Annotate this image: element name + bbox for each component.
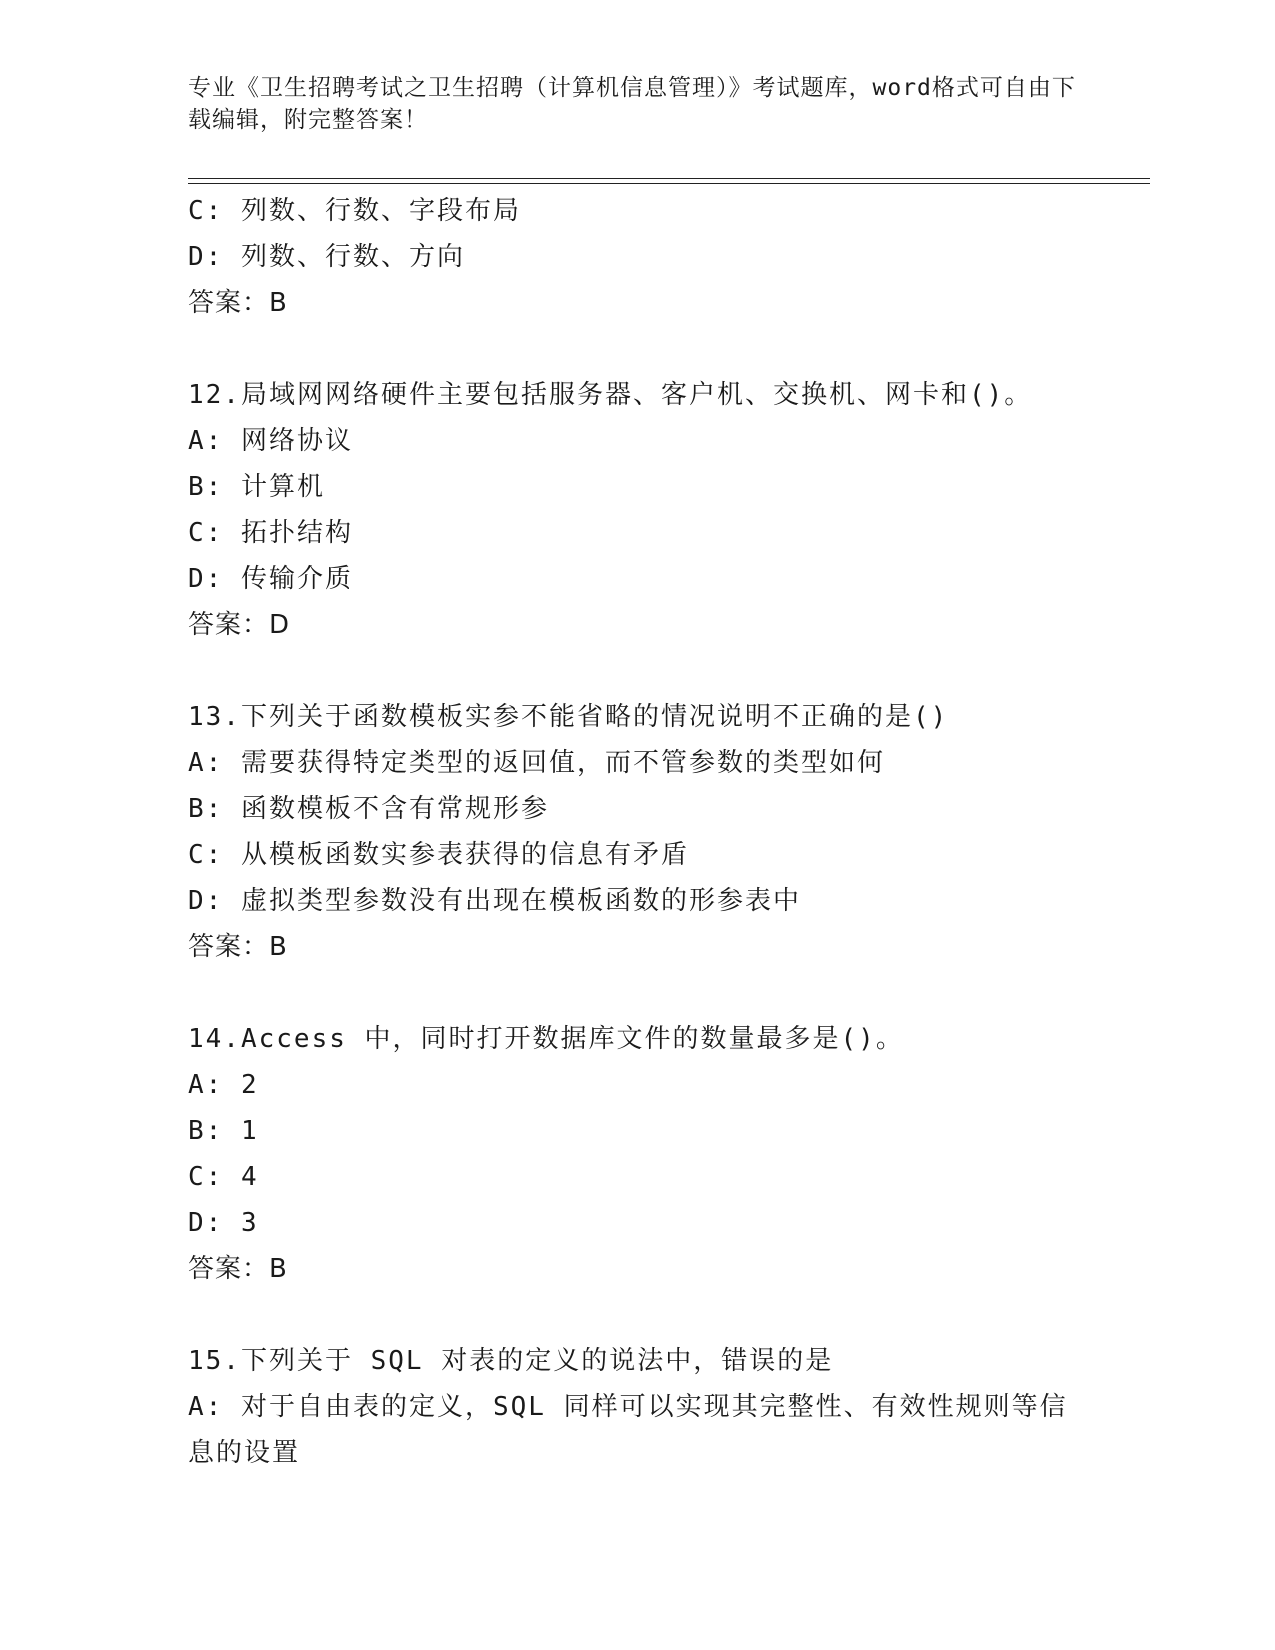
document-header (188, 72, 1088, 136)
question-stem: 12.局域网网络硬件主要包括服务器、客户机、交换机、网卡和()。 (188, 380, 1033, 410)
option-c: C: 4 (188, 1162, 259, 1192)
header-text: 专业《卫生招聘考试之卫生招聘（计算机信息管理）》考试题库，word格式可自由下载编辑，附完整答案！ (188, 75, 1076, 133)
option-b: B: 计算机 (188, 472, 325, 502)
option-d: D: 虚拟类型参数没有出现在模板函数的形参表中 (188, 886, 801, 916)
option-a: A: 需要获得特定类型的返回值，而不管参数的类型如何 (188, 748, 885, 778)
option-b: B: 函数模板不含有常规形参 (188, 794, 549, 824)
answer: 答案：B (188, 288, 288, 318)
question-stem: 14.Access 中，同时打开数据库文件的数量最多是()。 (188, 1024, 904, 1054)
answer: 答案：B (188, 932, 288, 962)
question-12 (188, 372, 1088, 648)
option-d: D: 3 (188, 1208, 259, 1238)
option-a: A: 2 (188, 1070, 259, 1100)
question-14 (188, 1016, 1088, 1292)
option-b: B: 1 (188, 1116, 259, 1146)
option-d: D: 列数、行数、方向 (188, 242, 465, 272)
question-stem: 15.下列关于 SQL 对表的定义的说法中，错误的是 (188, 1346, 834, 1376)
spacer (188, 1292, 1088, 1338)
option-a: A: 网络协议 (188, 426, 353, 456)
option-a: A: 对于自由表的定义，SQL 同样可以实现其完整性、有效性规则等信息的设置 (188, 1392, 1068, 1468)
question-15 (188, 1338, 1088, 1476)
question-11-continuation (188, 188, 1088, 326)
spacer (188, 970, 1088, 1016)
answer: 答案：D (188, 610, 291, 640)
question-list (188, 188, 1088, 1476)
option-d: D: 传输介质 (188, 564, 353, 594)
question-13 (188, 694, 1088, 970)
option-c: C: 从模板函数实参表获得的信息有矛盾 (188, 840, 689, 870)
answer: 答案：B (188, 1254, 288, 1284)
question-stem: 13.下列关于函数模板实参不能省略的情况说明不正确的是() (188, 702, 949, 732)
header-divider-bottom (188, 183, 1150, 184)
option-c: C: 列数、行数、字段布局 (188, 196, 521, 226)
header-divider-top (188, 178, 1150, 179)
option-c: C: 拓扑结构 (188, 518, 353, 548)
spacer (188, 326, 1088, 372)
spacer (188, 648, 1088, 694)
